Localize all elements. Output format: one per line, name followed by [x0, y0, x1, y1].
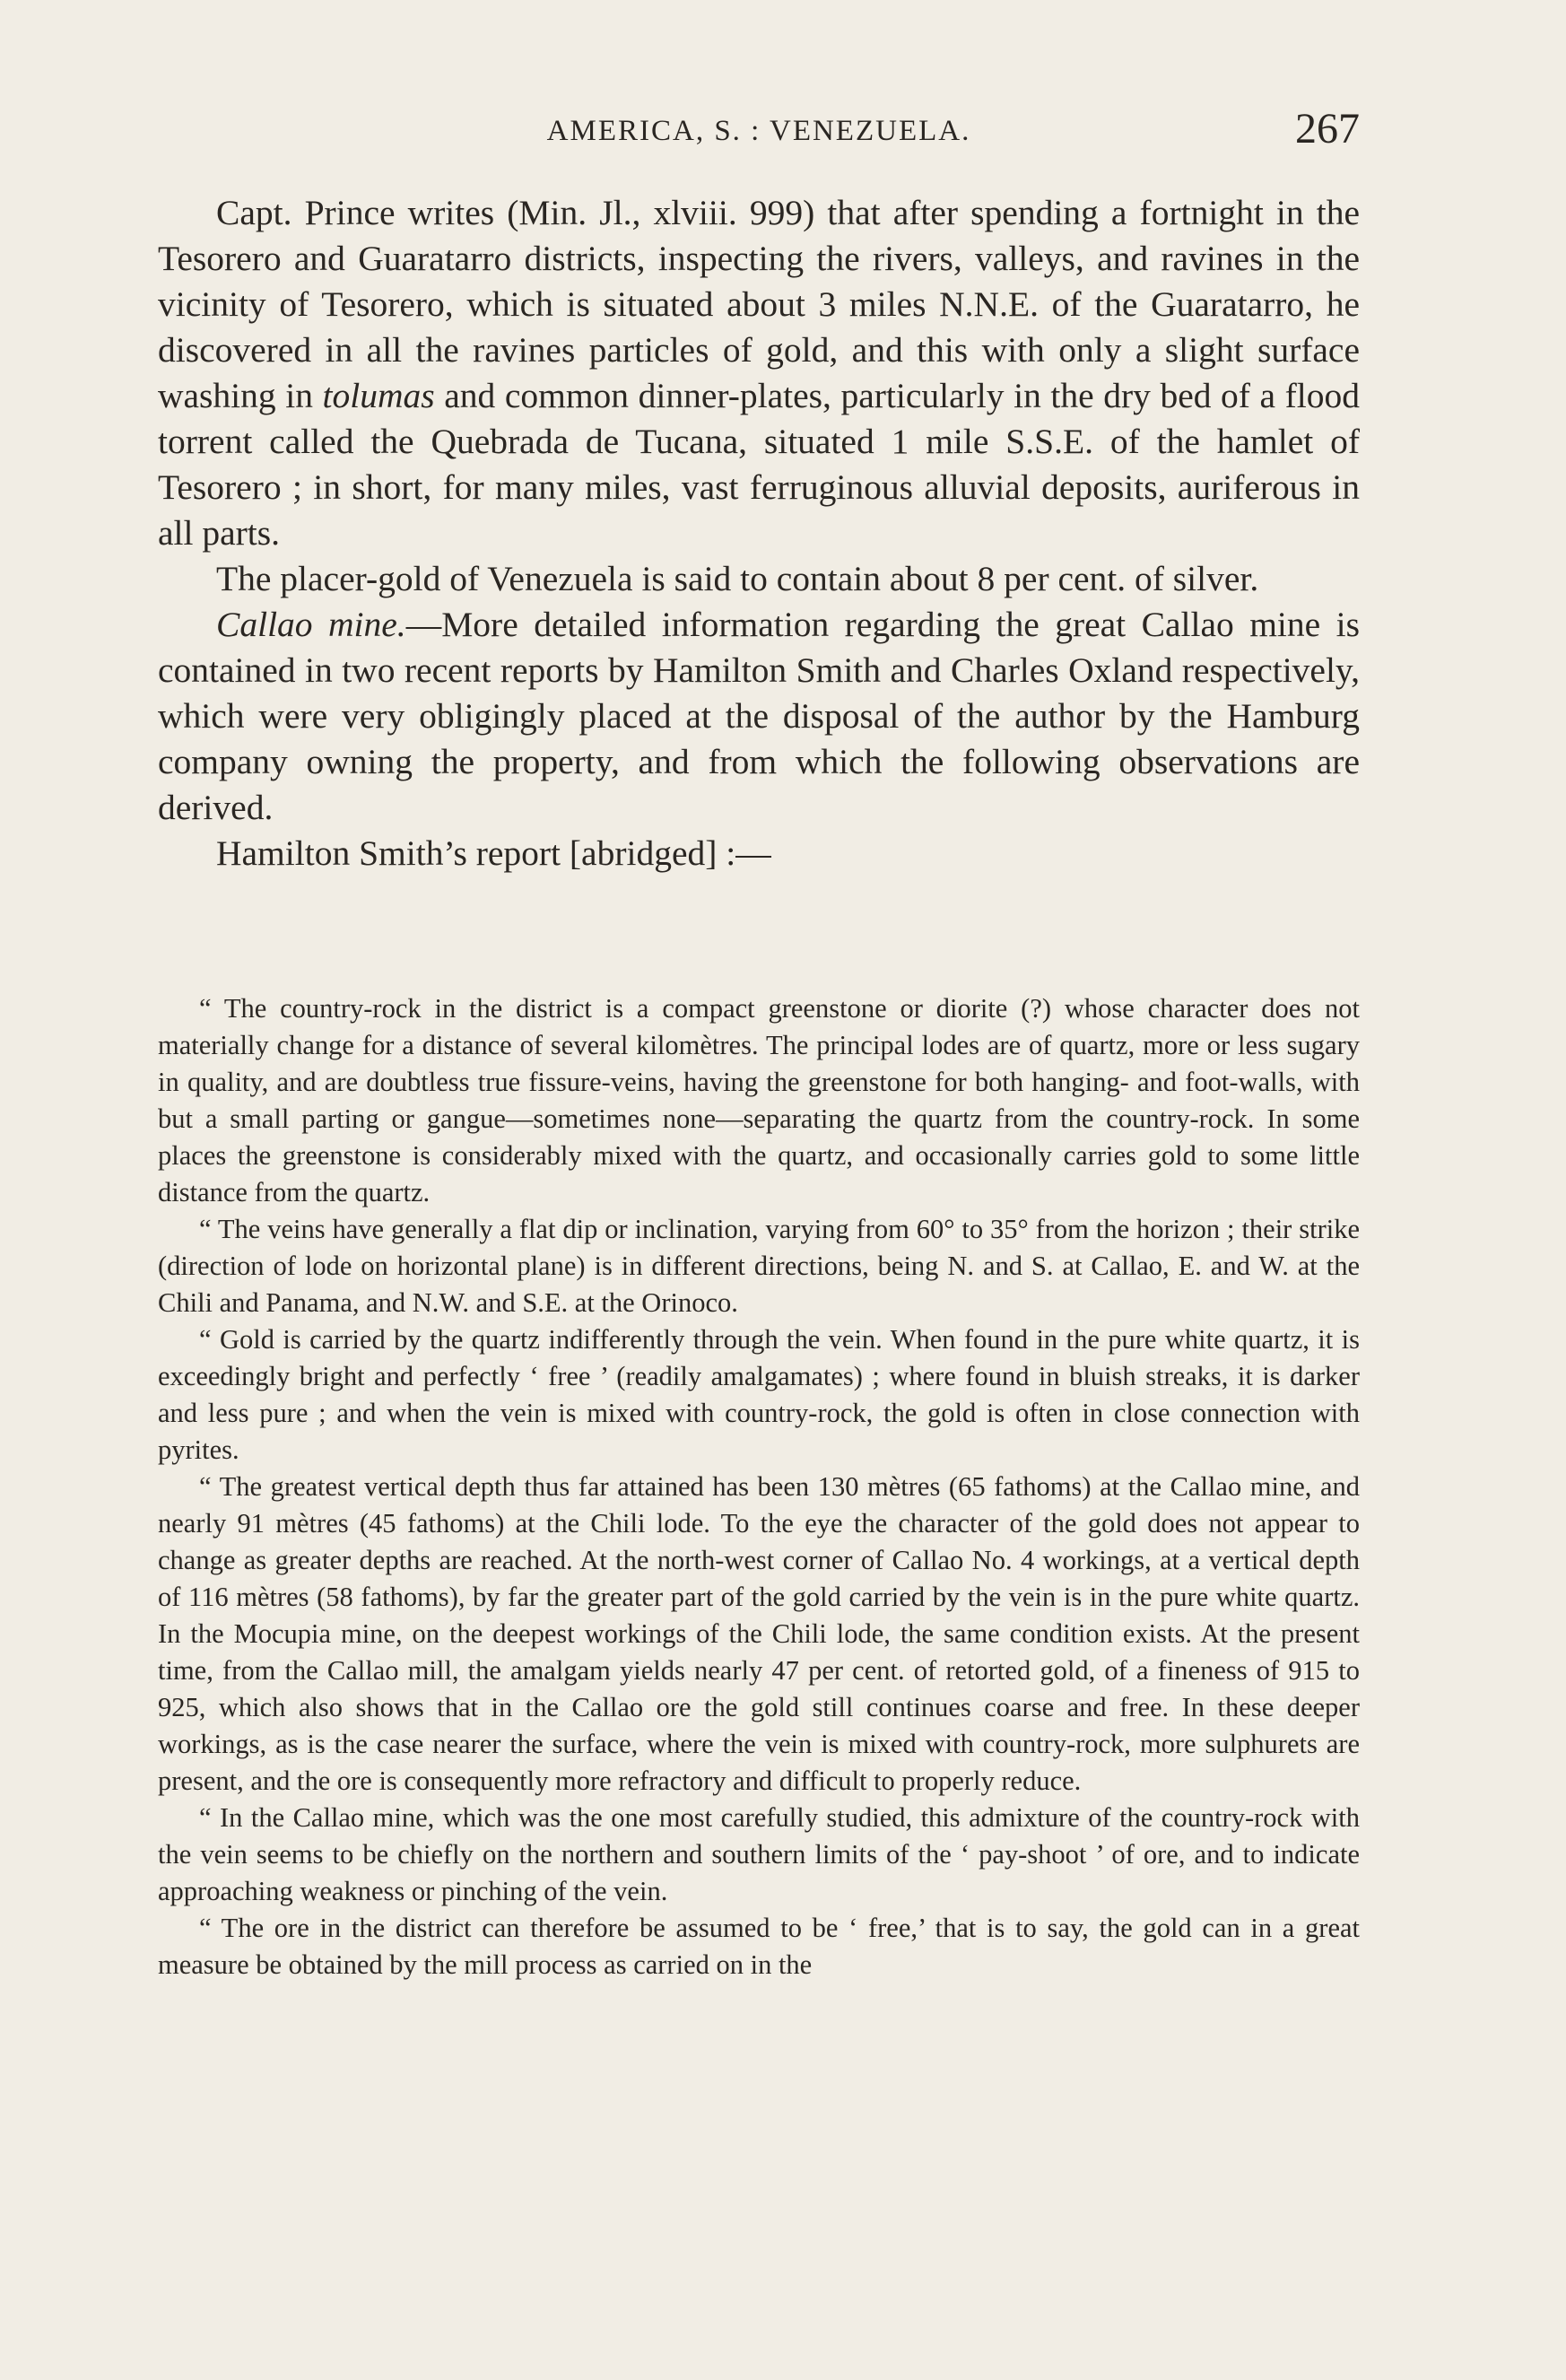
- page-number: 267: [1295, 105, 1360, 153]
- quoted-report: [158, 990, 1360, 1983]
- paragraph-placer-gold: The placer-gold of Venezuela is said to contain about 8 per cent. of silver.: [216, 559, 1259, 598]
- quote-paragraph-veins-dip: “ The veins have generally a flat dip or inclination, varying from 60° to 35° from the horizon ; their strike (direction of lode on horizontal plane) is in different directions, being N. and S. at Callao, E. and W. at the Chili and Panama, and N.W. and S.E. at the Orinoco.: [158, 1214, 1360, 1318]
- main-text: [158, 190, 1360, 876]
- paragraph-capt-prince: [158, 190, 1360, 556]
- quote-paragraph-ore-free: “ The ore in the district can therefore be assumed to be ‘ free,’ that is to say, the gold can in a great measure be obtained by the mill process as carried on in the: [158, 1913, 1360, 1980]
- italic-term: tolumas: [322, 376, 435, 415]
- quote-paragraph-country-rock: “ The country-rock in the district is a compact greenstone or diorite (?) whose character does not materially change for a distance of several kilomètres. The principal lodes are of quartz, more or less sugary in quality, and are doubtless true fissure-veins, having the greenstone for both hanging- and foot-walls, with but a small parting or gangue—sometimes none—separating the quartz from the country-rock. In some places the greenstone is considerably mixed with the quartz, and occasionally carries gold to some little distance from the quartz.: [158, 993, 1360, 1207]
- paragraph-text: —More detailed information regarding the great Callao mine is contained in two recent reports by Hamilton Smith and Charles Oxland respectively, which were very obligingly placed at the disposal of the author by the Hamburg company owning the property, and from which the following observations are derived.: [158, 605, 1361, 827]
- paragraph-callao-mine: [158, 602, 1360, 831]
- quote-paragraph-gold-quartz: “ Gold is carried by the quartz indifferently through the vein. When found in the pure white quartz, it is exceedingly bright and perfectly ‘ free ’ (readily amalgamates) ; where found in bluish streaks, it is darker and less pure ; and when the vein is mixed with country-rock, the gold is often in close connection with pyrites.: [158, 1324, 1360, 1465]
- page-header: [158, 105, 1360, 161]
- paragraph-text-end: and common dinner-plates, particularly in the dry bed of a flood torrent called the Quebrada de Tucana, situated 1 mile S.S.E. of the hamlet of Tesorero ; in short, for many miles, vast ferruginous alluvial deposits, auriferous in all parts.: [158, 376, 1361, 553]
- paragraph-text: Capt. Prince writes (Min. Jl., xlviii. 999) that after spending a fortnight in the Tesorero and Guaratarro districts, inspecting the rivers, valleys, and ravines in the vicinity of Tesorero, which is situated about 3 miles N.N.E. of the Guaratarro, he discovered in all the ravines particles of gold, and this with only a slight surface washing in: [158, 193, 1360, 415]
- quote-paragraph-vertical-depth: “ The greatest vertical depth thus far attained has been 130 mètres (65 fathoms) at the Callao mine, and nearly 91 mètres (45 fathoms) at the Chili lode. To the eye the character of the gold does not appear to change as greater depths are reached. At the north-west corner of Callao No. 4 workings, at a vertical depth of 116 mètres (58 fathoms), by far the greater part of the gold carried by the vein is in the pure white quartz. In the Mocupia mine, on the deepest workings of the Chili lode, the same condition exists. At the present time, from the Callao mill, the amalgam yields nearly 47 per cent. of retorted gold, of a fineness of 915 to 925, which also shows that in the Callao ore the gold still continues coarse and free. In these deeper workings, as is the case nearer the surface, where the vein is mixed with country-rock, more sulphurets are present, and the ore is consequently more refractory and difficult to properly reduce.: [158, 1471, 1360, 1796]
- section-heading-italic: Callao mine.: [216, 605, 406, 644]
- quote-paragraph-callao-admixture: “ In the Callao mine, which was the one most carefully studied, this admixture of the country-rock with the vein seems to be chiefly on the northern and southern limits of the ‘ pay-shoot ’ of ore, and to indicate approaching weakness or pinching of the vein.: [158, 1802, 1360, 1906]
- paragraph-report-intro: Hamilton Smith’s report [abridged] :—: [216, 833, 771, 873]
- running-head: AMERICA, S. : VENEZUELA.: [546, 115, 971, 147]
